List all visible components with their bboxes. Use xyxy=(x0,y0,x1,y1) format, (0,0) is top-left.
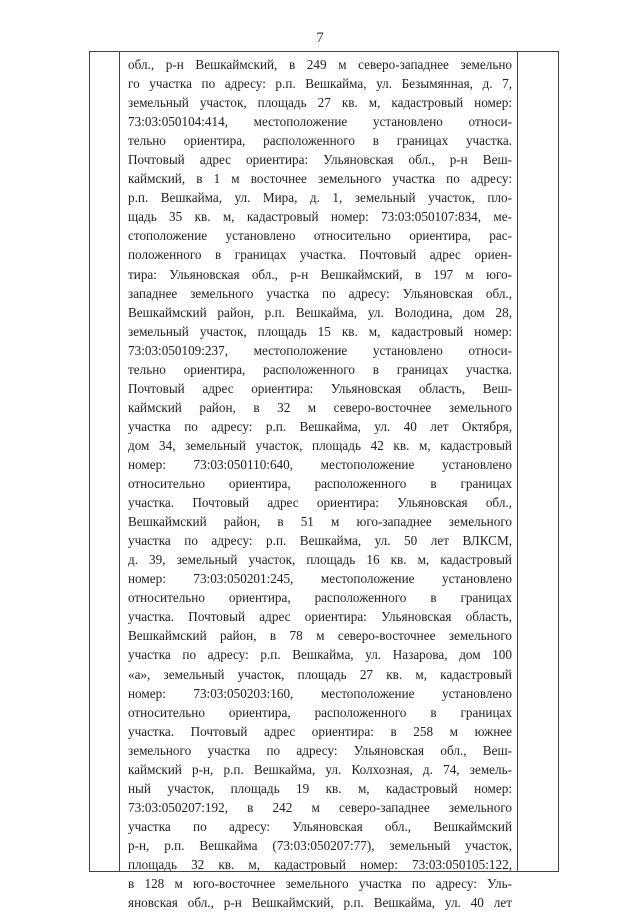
table-left-column xyxy=(90,52,120,871)
text-line: площадь 32 кв. м, кадастровый номер: 73:03:050105:122, xyxy=(128,856,512,872)
text-line: участка по адресу: Ульяновская обл., Вешкаймский xyxy=(128,818,512,834)
text-line: участка по адресу: р.п. Вешкайма, ул. 50 лет ВЛКСМ, xyxy=(128,533,512,549)
text-line: Вешкаймский район, в 78 м северо-восточнее земельного xyxy=(128,628,512,644)
text-line: участка по адресу: р.п. Вешкайма, ул. Назарова, дом 100 xyxy=(128,647,512,663)
table-right-column xyxy=(517,52,558,871)
document-table xyxy=(89,51,559,911)
text-line: участка. Почтовый адрес ориентира: Ульяновская обл., xyxy=(128,495,512,511)
text-line: дом 34, земельный участок, площадь 42 кв. м, кадастровый xyxy=(128,437,512,453)
text-line: яновская обл., р-н Вешкаймский, р.п. Вешкайма, ул. 40 лет xyxy=(128,895,512,911)
text-line: Вешкаймский район, р.п. Вешкайма, ул. Володина, дом 28, xyxy=(128,304,512,320)
text-line: «а», земельный участок, площадь 27 кв. м, кадастровый xyxy=(128,666,512,682)
text-line: каймский р-н, р.п. Вешкайма, ул. Колхозная, д. 74, земель- xyxy=(128,761,512,777)
text-line: в 128 м юго-восточнее земельного участка по адресу: Уль- xyxy=(128,876,512,892)
text-line: относительно ориентира, расположенного в границах xyxy=(128,704,512,720)
text-line: Почтовый адрес ориентира: Ульяновская область, Веш- xyxy=(128,380,512,396)
text-line: относительно ориентира, расположенного в границах xyxy=(128,590,512,606)
text-line: положенного в границах участка. Почтовый адрес ориен- xyxy=(128,247,512,263)
text-line: номер: 73:03:050203:160, местоположение установлено xyxy=(128,685,512,701)
table-text-cell xyxy=(128,55,512,912)
text-line: каймский, в 1 м восточнее земельного участка по адресу: xyxy=(128,171,512,187)
text-line: каймский район, в 32 м северо-восточнее земельного xyxy=(128,399,512,415)
text-line: участка по адресу: р.п. Вешкайма, ул. 40 лет Октября, xyxy=(128,418,512,434)
text-line: земельного участка по адресу: Ульяновская обл., Веш- xyxy=(128,742,512,758)
text-line: участка. Почтовый адрес ориентира: Ульяновская область, xyxy=(128,609,512,625)
text-line: тира: Ульяновская обл., р-н Вешкаймский, в 197 м юго- xyxy=(128,266,512,282)
text-line: номер: 73:03:050110:640, местоположение установлено xyxy=(128,456,512,472)
text-line: Вешкаймский район, в 51 м юго-западнее земельного xyxy=(128,514,512,530)
text-line: земельный участок, площадь 27 кв. м, кадастровый номер: xyxy=(128,95,512,111)
text-line: тельно ориентира, расположенного в границах участка. xyxy=(128,361,512,377)
text-line: западнее земельного участка по адресу: Ульяновская обл., xyxy=(128,285,512,301)
text-line: относительно ориентира, расположенного в границах xyxy=(128,476,512,492)
text-line: стоположение установлено относительно ориентира, рас- xyxy=(128,228,512,244)
text-line: тельно ориентира, расположенного в границах участка. xyxy=(128,133,512,149)
text-line: 73:03:050207:192, в 242 м северо-западнее земельного xyxy=(128,799,512,815)
text-line: ный участок, площадь 19 кв. м, кадастровый номер: xyxy=(128,780,512,796)
text-line: р.п. Вешкайма, ул. Мира, д. 1, земельный участок, пло- xyxy=(128,190,512,206)
text-line: го участка по адресу: р.п. Вешкайма, ул. Безымянная, д. 7, xyxy=(128,76,512,92)
text-line: 73:03:050109:237, местоположение установлено относи- xyxy=(128,342,512,358)
text-line: участка. Почтовый адрес ориентира: в 258 м южнее xyxy=(128,723,512,739)
page-number: 7 xyxy=(316,30,324,46)
text-line: щадь 35 кв. м, кадастровый номер: 73:03:050107:834, ме- xyxy=(128,209,512,225)
text-line: р-н, р.п. Вешкайма (73:03:050207:77), земельный участок, xyxy=(128,837,512,853)
text-line: д. 39, земельный участок, площадь 16 кв. м, кадастровый xyxy=(128,552,512,568)
text-line: обл., р-н Вешкаймский, в 249 м северо-западнее земельно xyxy=(128,57,512,72)
text-line: номер: 73:03:050201:245, местоположение установлено xyxy=(128,571,512,587)
text-line: земельный участок, площадь 15 кв. м, кадастровый номер: xyxy=(128,323,512,339)
text-line: Почтовый адрес ориентира: Ульяновская обл., р-н Веш- xyxy=(128,152,512,168)
text-line: 73:03:050104:414, местоположение установлено относи- xyxy=(128,114,512,130)
